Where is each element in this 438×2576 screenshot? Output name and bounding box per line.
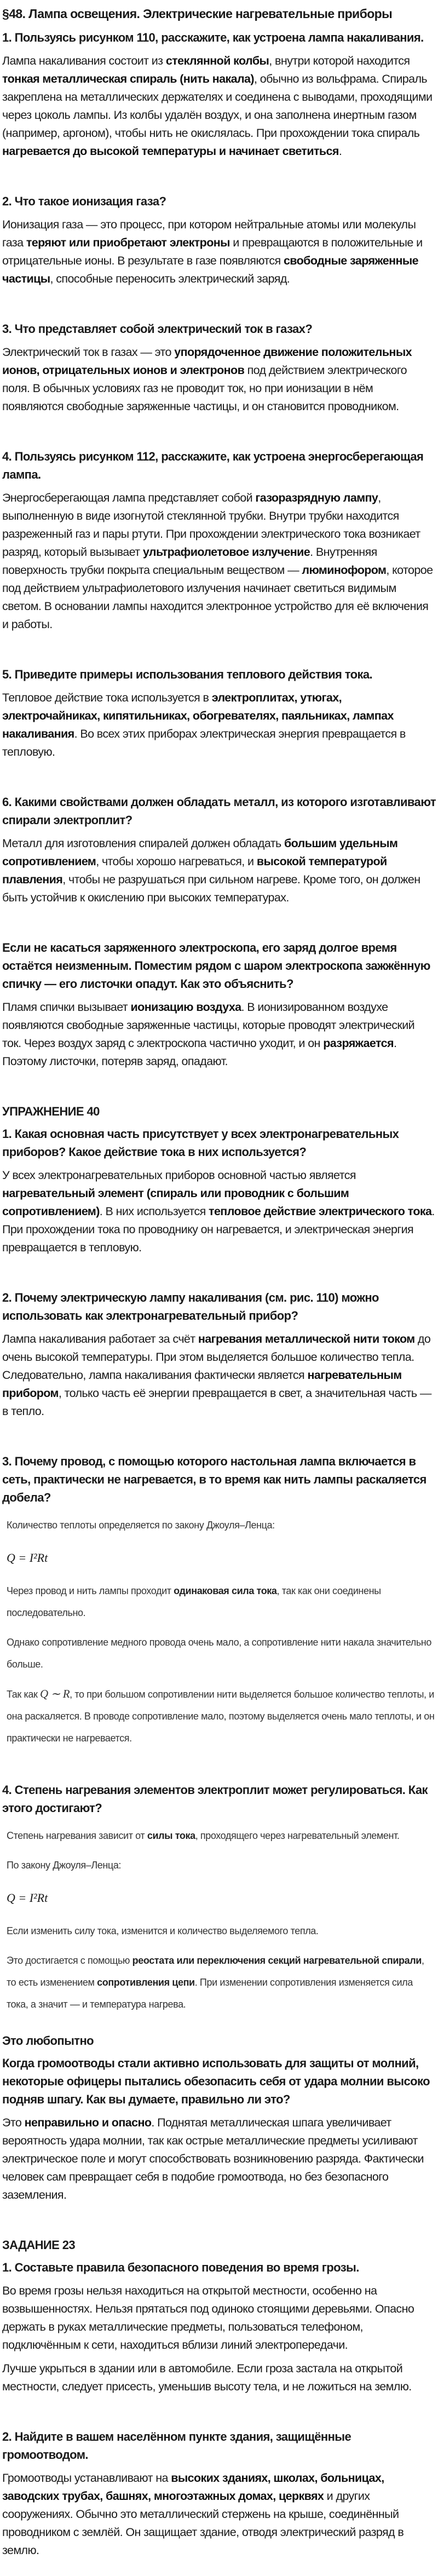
text: .: [338, 145, 342, 158]
bold-text: Это любопытно: [2, 2034, 94, 2048]
question-heading: [2, 2054, 436, 2108]
text: Лучше укрыться в здании или в автомобиле. Если гроза застала на открытой местности, следует присесть, уменьшив высоту тела, и не ложиться на землю.: [2, 2362, 412, 2393]
text: и превращаются в положительные и отрицательные ионы. В результате в газе появляются: [2, 236, 423, 267]
text: Энергосберегающая лампа представляет собой: [2, 491, 256, 504]
answer-paragraph: [2, 689, 436, 761]
text: под действием электрического поля. В обычных условиях газ не проводит ток, но при ионизации в нём появляются свободные заряженные частицы, и он становится проводником.: [2, 364, 407, 413]
text: Однако сопротивление медного провода очень мало, а сопротивление нити накала значительно больше.: [7, 1637, 431, 1670]
text: , то есть изменением: [7, 1955, 424, 1988]
bold-text: 1. Какая основная часть присутствует у всех электронагревательных приборов? Какое действие тока в них используется?: [2, 1127, 399, 1159]
question-heading: [2, 2258, 436, 2276]
page-title: [2, 4, 436, 23]
answer-paragraph: [2, 2282, 436, 2354]
bold-text: 2. Почему электрическую лампу накаливания (см. рис. 110) можно использовать как электронагревательный прибор?: [2, 1291, 379, 1323]
text: . Поднятая металлическая шпага увеличивает вероятность удара молнии, так как острые металлические предметы усиливают электрическое поле и могут способствовать возникновению разряда. Фактически человек сам превращает себя в подобие громоотвода, но без безопасного заземления.: [2, 2116, 424, 2201]
text: Лампа накаливания работает за счёт: [2, 1332, 198, 1346]
answer-paragraph: [2, 343, 436, 416]
question-heading: [2, 192, 436, 210]
answer-paragraph-small: [2, 1854, 436, 1876]
section-heading: [2, 2032, 436, 2050]
answer-paragraph: [2, 1166, 436, 1257]
bold-text: 4. Степень нагревания элементов электроплит может регулироваться. Как этого достигают?: [2, 1783, 428, 1815]
bold-text: Когда громоотводы стали активно использовать для защиты от молний, некоторые офицеры пытались обезопасить себя от удара молнии высоко подняв шпагу. Как вы думаете, правильно ли это?: [2, 2056, 430, 2106]
bold-text: 1. Составьте правила безопасного поведения во время грозы.: [2, 2261, 359, 2274]
text: Это достигается с помощью: [7, 1955, 132, 1966]
text: , выполненную в виде изогнутой стеклянной трубки. Внутри трубки находится разреженный газ и пары ртути. При прохождении электрического тока возникает разряд, который вызывает: [2, 491, 420, 559]
text: до очень высокой температуры. При этом выделяется большое количество тепла. Следовательно, лампа накаливания фактически является: [2, 1332, 431, 1382]
question-heading: [2, 939, 436, 993]
text: Во время грозы нельзя находиться на открытой местности, особенно на возвышенностях. Нельзя прятаться под одиноко стоящими деревьями. Опасно держать в руках металлические предметы, пользоваться телефоном, подключённым к сети, находиться вблизи линий электропередачи.: [2, 2284, 414, 2351]
bold-text: электроплитах, утюгах, электрочайниках, кипятильниках, обогревателях, паяльниках, лампах накаливания: [2, 691, 394, 740]
text: . Поэтому листочки, потеряв заряд, опадают.: [2, 1037, 397, 1068]
text: . В них используется: [99, 1205, 209, 1218]
answer-paragraph-small: [2, 1631, 436, 1675]
text: У всех электронагревательных приборов основной частью является: [2, 1169, 356, 1182]
text: Металл для изготовления спиралей должен обладать: [2, 837, 284, 850]
bold-text: газоразрядную лампу: [255, 491, 378, 504]
answer-paragraph: [2, 489, 436, 634]
question-heading: [2, 1452, 436, 1507]
answer-paragraph: [2, 216, 436, 288]
text: , способные переносить электрический заряд.: [50, 272, 290, 285]
question-heading: [2, 793, 436, 829]
bold-text: нагревательный элемент (спираль или проводник с большим сопротивлением): [2, 1187, 349, 1218]
bold-text: сопротивления цепи: [97, 1977, 195, 1988]
bold-text: 4. Пользуясь рисунком 112, расскажите, как устроена энергосберегающая лампа.: [2, 450, 424, 481]
answer-paragraph: [2, 1330, 436, 1421]
answer-paragraph: [2, 2469, 436, 2560]
text: . При изменении сопротивления изменяется сила тока, а значит — и температура нагрева.: [7, 1977, 413, 2010]
question-heading: [2, 320, 436, 338]
answer-paragraph: [2, 998, 436, 1071]
bold-text: 1. Пользуясь рисунком 110, расскажите, как устроена лампа накаливания.: [2, 31, 424, 44]
bold-text: тонкая металлическая спираль (нить накала): [2, 72, 254, 85]
text: Ионизация газа — это процесс, при котором нейтральные атомы или молекулы газа: [2, 218, 416, 249]
text: . Внутренняя поверхность трубки покрыта специальным веществом —: [2, 545, 377, 577]
answer-paragraph-small: [2, 1950, 436, 2015]
text: Так как: [7, 1689, 41, 1700]
text: , так как они соединены последовательно.: [7, 1585, 381, 1618]
text: Q = I²Rt: [7, 1891, 48, 1905]
text: , только часть её энергии превращается в свет, а значительная часть — в тепло.: [2, 1387, 431, 1418]
bold-text: высокой температурой плавления: [2, 855, 387, 886]
text: Лампа накаливания состоит из: [2, 54, 166, 67]
answer-paragraph: [2, 2114, 436, 2204]
text: . В ионизированном воздухе появляются свободные заряженные частицы, которые проводят электрический ток. Через воздух заряд с электроскопа частично уходит, и он: [2, 1001, 415, 1050]
bold-text: свободные заряженные частицы: [2, 254, 418, 285]
bold-text: упорядоченное движение положительных ионов, отрицательных ионов и электронов: [2, 346, 412, 377]
bold-text: стеклянной колбы: [165, 54, 269, 67]
answer-paragraph: [2, 835, 436, 907]
text: Электрический ток в газах — это: [2, 346, 175, 359]
answer-paragraph-small: [2, 1825, 436, 1847]
section-heading: [2, 1102, 436, 1120]
bold-text: УПРАЖНЕНИЕ 40: [2, 1105, 100, 1118]
text: . При прохождении тока по проводнику он нагревается, и электрическая энергия превращается в тепловую.: [2, 1205, 435, 1254]
text: Пламя спички вызывает: [2, 1001, 131, 1014]
text: , внутри которой находится: [269, 54, 410, 67]
bold-text: §48. Лампа освещения. Электрические нагревательные приборы: [2, 7, 393, 21]
answer-paragraph: [2, 52, 436, 160]
section-heading: [2, 2236, 436, 2254]
bold-text: 5. Приведите примеры использования теплового действия тока.: [2, 668, 373, 681]
answer-paragraph-small: [2, 1920, 436, 1942]
bold-text: ЗАДАНИЕ 23: [2, 2238, 76, 2252]
bold-text: силы тока: [147, 1830, 195, 1841]
bold-text: ионизацию воздуха: [130, 1001, 241, 1014]
bold-text: 2. Найдите в вашем населённом пункте здания, защищённые громоотводом.: [2, 2430, 351, 2462]
bold-text: Если не касаться заряженного электроскопа, его заряд долгое время остаётся неизменным. Поместим рядом с шаром электроскопа зажжённую спичку — его листочки опадут. Как это объяснить?: [2, 941, 430, 991]
question-heading: [2, 1125, 436, 1161]
text: Если изменить силу тока, изменится и количество выделяемого тепла.: [7, 1925, 319, 1936]
bold-text: тепловое действие электрического тока: [209, 1205, 432, 1218]
text: Через провод и нить лампы проходит: [7, 1585, 174, 1596]
text: , обычно из вольфрама. Спираль закреплена на металлических держателях и соединена с выводами, проходящими через цоколь лампы. Из колбы удалён воздух, и она заполнена инертным газом (например, аргоном), чтобы нить не окислялась. При прохождении тока спираль: [2, 72, 433, 140]
question-heading: [2, 2428, 436, 2464]
question-heading: [2, 1289, 436, 1325]
bold-text: большим удельным сопротивлением: [2, 837, 398, 868]
text: . Во всех этих приборах электрическая энергия превращается в тепловую.: [2, 727, 406, 758]
bold-text: разряжается: [323, 1037, 394, 1050]
bold-text: неправильно и опасно: [24, 2116, 152, 2129]
inline-formula: Q ∼ R: [40, 1687, 70, 1700]
text: , которое под действием ультрафиолетового излучения начинает светиться видимым светом. В основании лампы находится электронное устройство для её включения и работы.: [2, 564, 433, 631]
text: По закону Джоуля–Ленца:: [7, 1860, 122, 1871]
bold-text: 3. Что представляет собой электрический ток в газах?: [2, 322, 313, 336]
text: Тепловое действие тока используется в: [2, 691, 212, 704]
answer-paragraph-small: [2, 1683, 436, 1749]
answer-paragraph-small: [2, 1580, 436, 1624]
formula: [2, 1547, 436, 1569]
text: Q = I²Rt: [7, 1551, 48, 1565]
bold-text: нагревается до высокой температуры и начинает светиться: [2, 145, 339, 158]
text: Это: [2, 2116, 25, 2129]
text: и других сооружениях. Обычно это металлический стержень на крыше, соединённый проводником с землёй. Он защищает здание, отводя электрический разряд в землю.: [2, 2489, 404, 2557]
question-heading: [2, 1781, 436, 1817]
text: Количество теплоты определяется по закону Джоуля–Ленца:: [7, 1520, 275, 1531]
bold-text: нагревания металлической нити током: [198, 1332, 415, 1346]
answer-paragraph-small: [2, 1514, 436, 1536]
bold-text: 6. Какими свойствами должен обладать металл, из которого изготавливают спирали электроплит?: [2, 795, 436, 827]
text: , чтобы не разрушаться при сильном нагреве. Кроме того, он должен быть устойчив к окислению при высоких температурах.: [2, 873, 420, 904]
text: , чтобы хорошо нагреваться, и: [96, 855, 257, 868]
text: , то при большом сопротивлении нити выделяется большое количество теплоты, и она раскаляется. В проводе сопротивление мало, поэтому выделяется очень мало теплоты, и он практически не нагревается.: [7, 1689, 435, 1744]
bold-text: нагревательным прибором: [2, 1369, 402, 1400]
text: Громоотводы устанавливают на: [2, 2471, 171, 2485]
question-heading: [2, 447, 436, 484]
question-heading: [2, 665, 436, 683]
bold-text: ультрафиолетовое излучение: [142, 545, 310, 559]
text: Степень нагревания зависит от: [7, 1830, 147, 1841]
bold-text: одинаковая сила тока: [174, 1585, 277, 1596]
bold-text: люминофором: [302, 564, 387, 577]
bold-text: 2. Что такое ионизация газа?: [2, 194, 166, 208]
bold-text: теряют или приобретают электроны: [26, 236, 230, 249]
bold-text: высоких зданиях, школах, больницах, заводских трубах, башнях, многоэтажных домах, церквях: [2, 2471, 384, 2503]
text: , проходящего через нагревательный элемент.: [195, 1830, 400, 1841]
formula: [2, 1887, 436, 1909]
question-heading: [2, 28, 436, 47]
answer-paragraph: [2, 2360, 436, 2396]
bold-text: 3. Почему провод, с помощью которого настольная лампа включается в сеть, практически не нагревается, в то время как нить лампы раскаляется добела?: [2, 1454, 427, 1504]
bold-text: реостата или переключения секций нагревательной спирали: [132, 1955, 422, 1966]
